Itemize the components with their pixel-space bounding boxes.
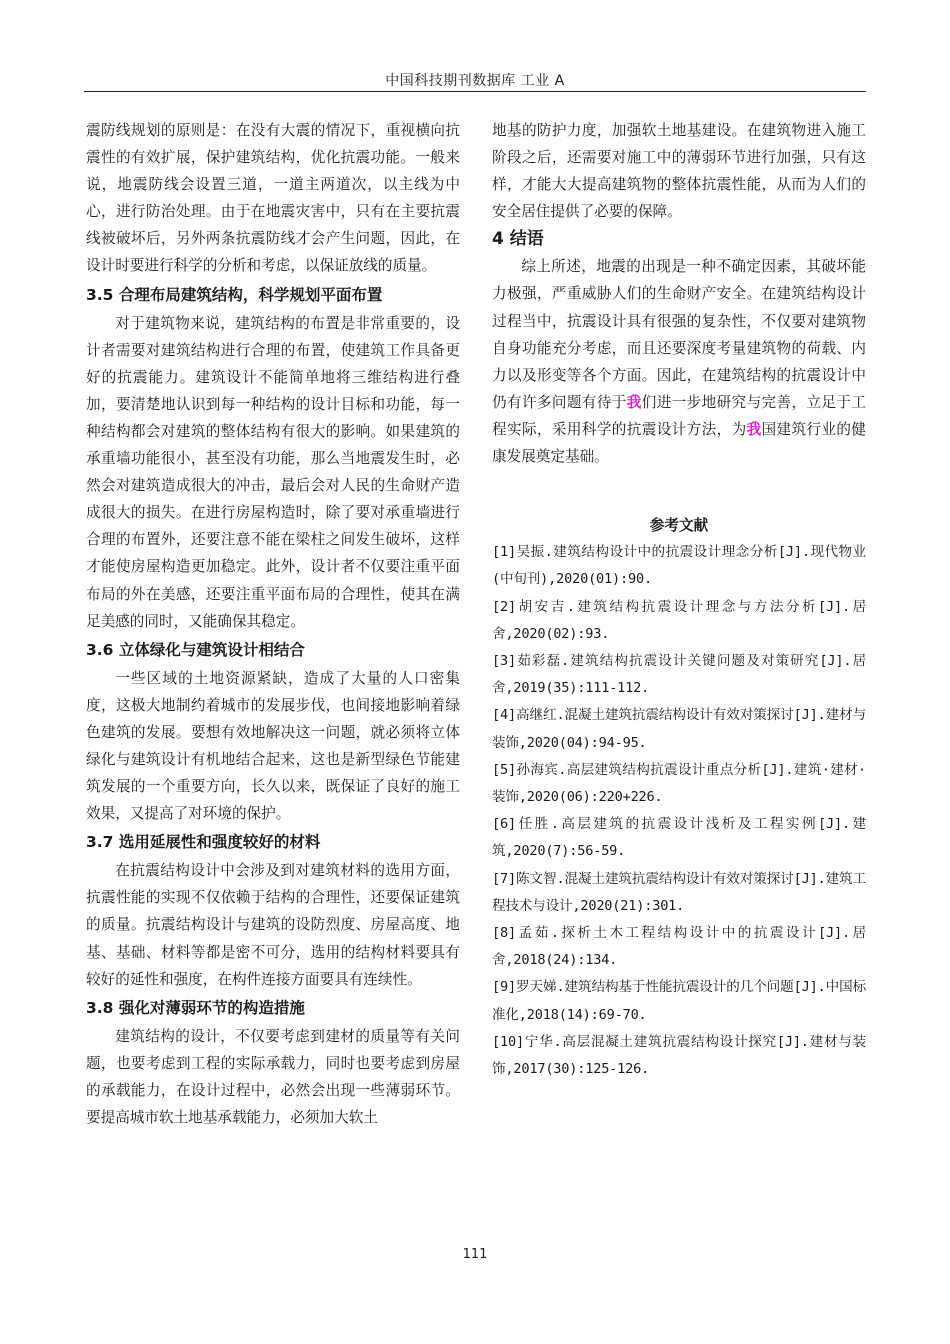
conclusion-text-3: 国建筑行业的健康发展奠定基础。	[492, 420, 866, 466]
reference-item: [7]陈文智.混凝土建筑抗震结构设计有效对策探讨[J].建筑工程技术与设计,2020(21):301.	[492, 870, 866, 914]
continued-paragraph: 地基的防护力度，加强软土地基建设。在建筑物进入施工阶段之后，还需要对施工中的薄弱环节进行加强，只有这样，才能大大提高建筑物的整体抗震性能，从而为人们的安全居住提供了必要的保障。	[492, 122, 866, 221]
reference-item: [4]高继红.混凝土建筑抗震结构设计有效对策探讨[J].建材与装饰,2020(04):94-95.	[492, 707, 866, 751]
reference-item: [10]宁华.高层混凝土建筑抗震结构设计探究[J].建材与装饰,2017(30):125-126.	[492, 1033, 866, 1077]
page-number: 111	[462, 1247, 488, 1262]
conclusion-text-1: 综上所述，地震的出现是一种不确定因素，其破坏能力极强，严重威胁人们的生命财产安全。在建筑结构设计过程当中，抗震设计具有很强的复杂性，不仅要对建筑物自身功能充分考虑，而且还要深度考量建筑物的荷载、内力以及形变等各个方面。因此，在建筑结构的抗震设计中仍有许多问题有待于	[492, 258, 866, 411]
reference-item: [9]罗天娣.建筑结构基于性能抗震设计的几个问题[J].中国标准化,2018(14):69-70.	[492, 979, 866, 1023]
conclusion-text-2: 们进一步地研究与完善，立足于工程实际，采用科学的抗震设计方法，为	[492, 393, 866, 438]
right-column	[492, 117, 866, 1083]
section-3-7-body: 在抗震结构设计中会涉及到对建筑材料的选用方面，抗震性能的实现不仅依赖于结构的合理性，还要保证建筑的质量。抗震结构设计与建筑的设防烈度、房屋高度、地基、基础、材料等都是密不可分，选用的结构材料要具有较好的延性和强度，在构件连接方面要具有连续性。	[86, 862, 460, 988]
section-3-6-body: 一些区域的土地资源紧缺，造成了大量的人口密集度，这极大地制约着城市的发展步伐，也间接地影响着绿色建筑的发展。要想有效地解决这一问题，就必须将立体绿化与建筑设计有机地结合起来，这也是新型绿色节能建筑发展的一个重要方向，长久以来，既保证了良好的施工效果，又提高了对环境的保护。	[86, 669, 460, 823]
reference-item: [5]孙海宾.高层建筑结构抗震设计重点分析[J].建筑·建材·装饰,2020(06):220+226.	[492, 761, 866, 805]
intro-paragraph: 震防线规划的原则是：在没有大震的情况下，重视横向抗震性的有效扩展，保护建筑结构，优化抗震功能。一般来说，地震防线会设置三道，一道主两道次，以主线为中心，进行防治处理。由于在地震灾害中，只有在主要抗震线被破坏后，另外两条抗震防线才会产生问题，因此，在设计时要进行科学的分析和考虑，以保证放线的质量。	[86, 122, 460, 275]
journal-header: 中国科技期刊数据库 工业 A	[385, 73, 565, 89]
reference-item: [3]茹彩磊.建筑结构抗震设计关键问题及对策研究[J].居舍,2019(35):111-112.	[492, 652, 866, 697]
section-3-6-heading: 3.6 立体绿化与建筑设计相结合	[86, 640, 305, 659]
section-3-8-heading: 3.8 强化对薄弱环节的构造措施	[86, 998, 305, 1017]
references-list	[492, 539, 866, 1083]
section-3-5-body: 对于建筑物来说，建筑结构的布置是非常重要的，设计者需要对建筑结构进行合理的布置，使建筑工作具备更好的抗震能力。建筑设计不能简单地将三维结构进行叠加，要清楚地认识到每一种结构的设计目标和功能，每一种结构都会对建筑的整体结构有很大的影响。如果建筑的承重墙功能很小，甚至没有功能，那么当地震发生时，必然会对建筑造成很大的冲击，最后会对人民的生命财产造成很大的损失。在进行房屋构造时，除了要对承重墙进行合理的布置外，还要注意不能在梁柱之间发生破坏，这样才能使房屋构造更加稳定。此外，设计者不仅要注重平面布局的外在美感，还要注重平面布局的合理性，使其在满足美感的同时，又能确保其稳定。	[86, 314, 460, 630]
section-3-8-body: 建筑结构的设计，不仅要考虑到建材的质量等有关问题，也要考虑到工程的实际承载力，同时也要考虑到房屋的承载能力，在设计过程中，必然会出现一些薄弱环节。要提高城市软土地基承载能力，必须加大软土	[86, 1027, 460, 1126]
reference-item: [1]吴振.建筑结构设计中的抗震设计理念分析[J].现代物业(中旬刊),2020(01):90.	[492, 544, 866, 588]
header-rule	[84, 91, 866, 92]
reference-item: [6]任胜.高层建筑的抗震设计浅析及工程实例[J].建筑,2020(7):56-59.	[492, 816, 866, 860]
reference-item: [2]胡安吉.建筑结构抗震设计理念与方法分析[J].居舍,2020(02):93.	[492, 598, 866, 642]
conclusion-body	[492, 253, 866, 470]
references-title: 参考文献	[649, 517, 709, 535]
highlighted-word: 我	[746, 420, 762, 438]
reference-item: [8]孟茹.探析土木工程结构设计中的抗震设计[J].居舍,2018(24):134.	[492, 924, 866, 969]
section-3-5-heading: 3.5 合理布局建筑结构，科学规划平面布置	[86, 285, 383, 304]
left-column	[86, 117, 460, 1131]
section-3-7-heading: 3.7 选用延展性和强度较好的材料	[86, 833, 321, 852]
highlighted-word: 我	[626, 393, 642, 411]
conclusion-heading: 4 结语	[492, 229, 544, 250]
